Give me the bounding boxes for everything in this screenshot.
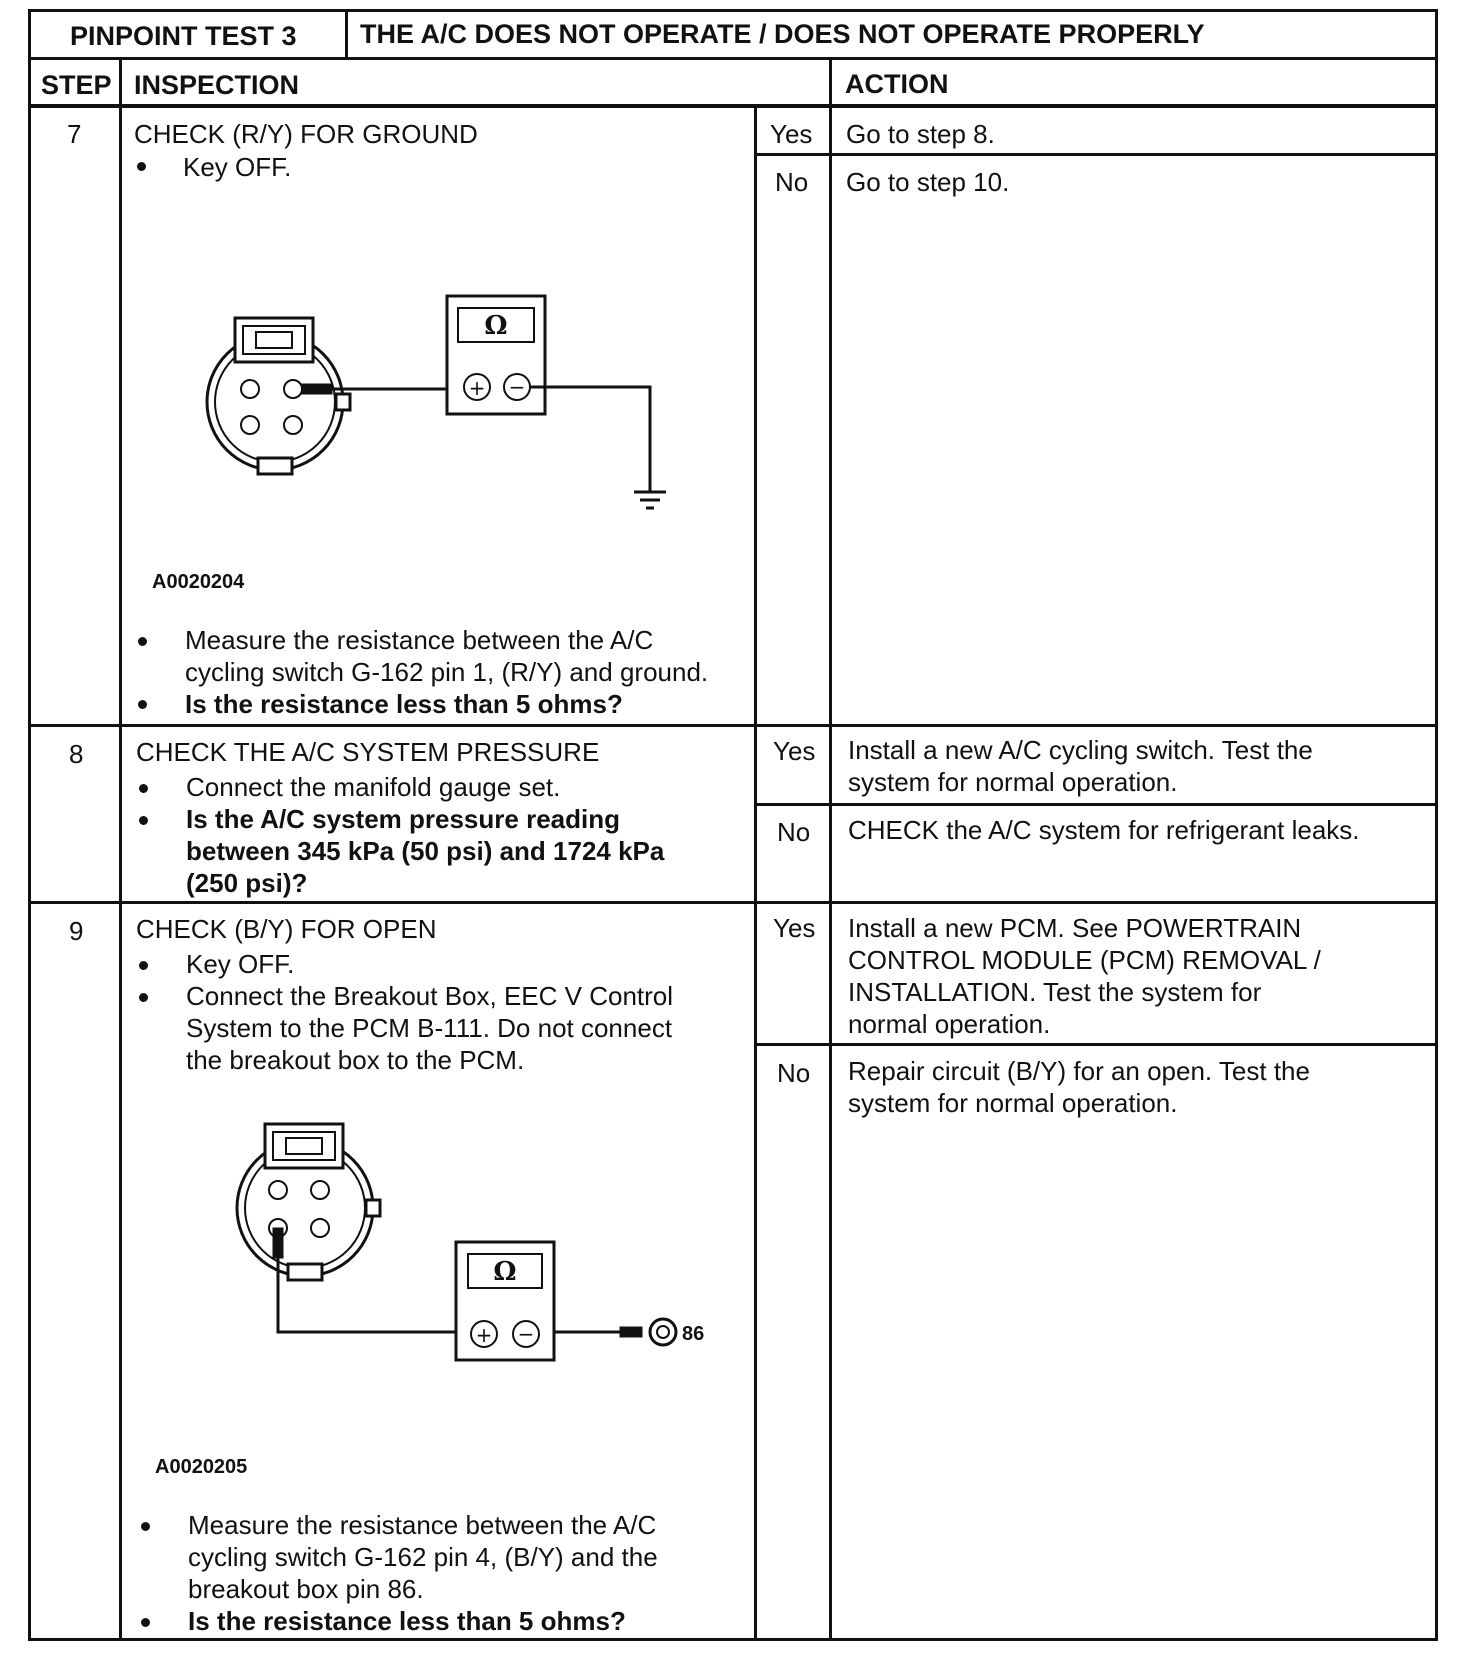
test-title: THE A/C DOES NOT OPERATE / DOES NOT OPERATE PROPERLY [360, 19, 1205, 49]
figure-caption: A0020205 [155, 1456, 248, 1478]
step-title: CHECK (B/Y) FOR OPEN [136, 914, 437, 944]
connector-ground-test-diagram [190, 286, 710, 526]
action-yes: Go to step 8. [846, 119, 995, 149]
bullet [141, 1618, 150, 1627]
instruction: Key OFF. [183, 152, 292, 182]
step-title: CHECK THE A/C SYSTEM PRESSURE [136, 737, 600, 767]
breakout-pin-label: 86 [682, 1323, 705, 1345]
answer-no: No [775, 167, 809, 197]
answer-no: No [777, 817, 811, 847]
minus-terminal: − [517, 1322, 535, 1346]
test-lead-probe [273, 1228, 283, 1258]
instruction: Measure the resistance between the A/C cycling switch G-162 pin 1, (R/Y) and ground. [185, 625, 709, 687]
action-no: CHECK the A/C system for refrigerant leaks. [848, 815, 1360, 845]
bullet [139, 961, 148, 970]
column-header-action: ACTION [845, 69, 949, 99]
ground-symbol-icon [634, 492, 666, 508]
column-header-step: STEP [41, 70, 112, 100]
question: Is the A/C system pressure reading between 345 kPa (50 psi) and 1724 kPa (250 psi)? [186, 804, 665, 898]
connector-open-test-diagram [220, 1112, 740, 1382]
ohm-symbol: Ω [493, 1257, 517, 1287]
breakout-pin-connector-icon [620, 1319, 676, 1345]
answer-no: No [777, 1058, 811, 1088]
answer-yes: Yes [773, 736, 816, 766]
question: Is the resistance less than 5 ohms? [185, 689, 623, 719]
minus-terminal: − [508, 375, 526, 399]
step-number: 8 [69, 739, 84, 769]
instruction: Measure the resistance between the A/C cycling switch G-162 pin 4, (B/Y) and the breakout box pin 86. [188, 1510, 658, 1604]
ground-lead [530, 387, 650, 491]
bullet [137, 162, 146, 171]
test-name: PINPOINT TEST 3 [70, 21, 297, 51]
plus-terminal: + [475, 1323, 493, 1347]
ohm-symbol: Ω [484, 311, 508, 341]
answer-yes: Yes [773, 913, 816, 943]
step-title: CHECK (R/Y) FOR GROUND [134, 119, 478, 149]
answer-yes: Yes [770, 119, 813, 149]
bullet [138, 637, 147, 646]
cycling-switch-connector [237, 1124, 380, 1280]
question: Is the resistance less than 5 ohms? [188, 1606, 626, 1636]
bullet [139, 784, 148, 793]
instruction: Key OFF. [186, 949, 295, 979]
action-no: Repair circuit (B/Y) for an open. Test the system for normal operation. [848, 1056, 1310, 1118]
step-number: 7 [67, 119, 82, 149]
bullet [139, 816, 148, 825]
action-yes: Install a new PCM. See POWERTRAIN CONTROL MODULE (PCM) REMOVAL / INSTALLATION. Test the system for normal operation. [848, 913, 1321, 1039]
instruction: Connect the Breakout Box, EEC V Control System to the PCM B-111. Do not connect the breakout box to the PCM. [186, 981, 674, 1075]
bullet [139, 993, 148, 1002]
bullet [138, 700, 147, 709]
step-number: 9 [69, 916, 84, 946]
column-header-inspection: INSPECTION [134, 70, 300, 100]
bullet [141, 1522, 150, 1531]
figure-caption: A0020204 [152, 571, 245, 593]
action-no: Go to step 10. [846, 167, 1010, 197]
plus-terminal: + [468, 376, 486, 400]
cycling-switch-connector [207, 318, 350, 474]
action-yes: Install a new A/C cycling switch. Test the system for normal operation. [848, 735, 1313, 797]
instruction: Connect the manifold gauge set. [186, 772, 561, 802]
test-lead-probe [302, 384, 448, 394]
